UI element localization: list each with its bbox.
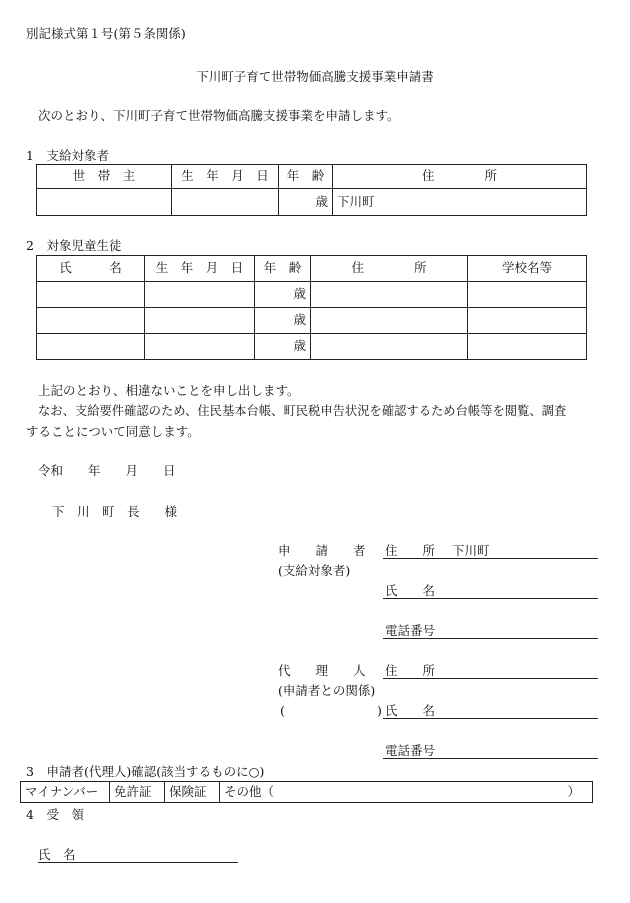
child-age-cell[interactable]: 歳 xyxy=(255,334,311,360)
child-age-cell[interactable]: 歳 xyxy=(255,282,311,308)
agent-name-field[interactable] xyxy=(383,718,598,719)
dob-cell[interactable] xyxy=(172,189,279,216)
child-school-cell[interactable] xyxy=(468,282,587,308)
option-mynumber[interactable]: マイナンバー xyxy=(21,782,110,803)
recipient-table xyxy=(36,164,587,216)
form-number: 別記様式第１号(第５条関係) xyxy=(26,26,186,41)
child-dob-cell[interactable] xyxy=(145,334,255,360)
header-address: 住 所 xyxy=(311,256,468,282)
child-age-cell[interactable]: 歳 xyxy=(255,308,311,334)
header-address: 住 所 xyxy=(333,165,587,189)
header-dob: 生 年 月 日 xyxy=(145,256,255,282)
child-name-cell[interactable] xyxy=(37,282,145,308)
child-address-cell[interactable] xyxy=(311,308,468,334)
child-name-cell[interactable] xyxy=(37,334,145,360)
consent-text-line2: することについて同意します。 xyxy=(26,424,200,439)
table-row xyxy=(37,334,587,360)
applicant-phone-label: 電話番号 xyxy=(385,623,436,638)
declaration-text: 上記のとおり、相違ないことを申し出します。 xyxy=(38,383,300,398)
child-dob-cell[interactable] xyxy=(145,282,255,308)
header-age: 年 齢 xyxy=(279,165,333,189)
intro-text: 次のとおり、下川町子育て世帯物価高騰支援事業を申請します。 xyxy=(38,108,400,123)
child-name-cell[interactable] xyxy=(37,308,145,334)
agent-relation-label: (申請者との関係) xyxy=(278,683,376,698)
option-insurance[interactable]: 保険証 xyxy=(165,782,220,803)
child-school-cell[interactable] xyxy=(468,308,587,334)
agent-phone-field[interactable] xyxy=(383,758,598,759)
applicant-address-label: 住 所 xyxy=(385,543,436,558)
children-table xyxy=(36,255,587,360)
table-row xyxy=(37,189,587,216)
section4-heading: 4 受 領 xyxy=(26,807,84,822)
date-line: 令和 年 月 日 xyxy=(38,463,176,478)
applicant-sublabel: (支給対象者) xyxy=(278,563,351,578)
section1-heading: 1 支給対象者 xyxy=(26,148,109,163)
table-header-row xyxy=(37,165,587,189)
agent-address-field[interactable] xyxy=(383,678,598,679)
option-other-close: ） xyxy=(567,784,580,799)
option-other-label: その他（ xyxy=(224,783,275,799)
applicant-address-value[interactable]: 下川町 xyxy=(452,543,490,558)
id-verification-table xyxy=(20,781,593,803)
applicant-phone-field[interactable] xyxy=(383,638,598,639)
child-address-cell[interactable] xyxy=(311,334,468,360)
agent-address-label: 住 所 xyxy=(385,663,436,678)
header-name: 氏 名 xyxy=(37,256,145,282)
addressee: 下 川 町 長 様 xyxy=(52,504,178,519)
child-address-cell[interactable] xyxy=(311,282,468,308)
agent-name-label: 氏 名 xyxy=(385,703,436,718)
householder-name-cell[interactable] xyxy=(37,189,172,216)
form-title: 下川町子育て世帯物価高騰支援事業申請書 xyxy=(196,69,434,84)
agent-relation-open: ( xyxy=(280,703,285,718)
table-row xyxy=(21,782,593,803)
applicant-name-label: 氏 名 xyxy=(385,583,436,598)
consent-text-line1: なお、支給要件確認のため、住民基本台帳、町民税申告状況を確認するため台帳等を閲覧、調査 xyxy=(38,404,567,418)
section2-heading: 2 対象児童生徒 xyxy=(26,238,122,253)
table-header-row xyxy=(37,256,587,282)
header-school: 学校名等 xyxy=(468,256,587,282)
agent-label: 代 理 人 xyxy=(278,663,366,678)
option-other[interactable] xyxy=(220,782,593,803)
table-row xyxy=(37,308,587,334)
child-school-cell[interactable] xyxy=(468,334,587,360)
address-cell[interactable]: 下川町 xyxy=(333,189,587,216)
header-dob: 生 年 月 日 xyxy=(172,165,279,189)
applicant-address-underline xyxy=(383,558,598,559)
agent-phone-label: 電話番号 xyxy=(385,743,436,758)
section3-heading: 3 申請者(代理人)確認(該当するものに○) xyxy=(26,764,265,779)
applicant-label: 申 請 者 xyxy=(278,543,366,558)
child-dob-cell[interactable] xyxy=(145,308,255,334)
agent-relation-close: ) xyxy=(377,703,382,718)
age-cell[interactable]: 歳 xyxy=(279,189,333,216)
receipt-name-label: 氏 名 xyxy=(38,847,76,862)
table-row xyxy=(37,282,587,308)
applicant-name-field[interactable] xyxy=(383,598,598,599)
option-license[interactable]: 免許証 xyxy=(110,782,165,803)
header-householder: 世 帯 主 xyxy=(37,165,172,189)
receipt-name-field[interactable] xyxy=(38,862,238,863)
header-age: 年 齢 xyxy=(255,256,311,282)
